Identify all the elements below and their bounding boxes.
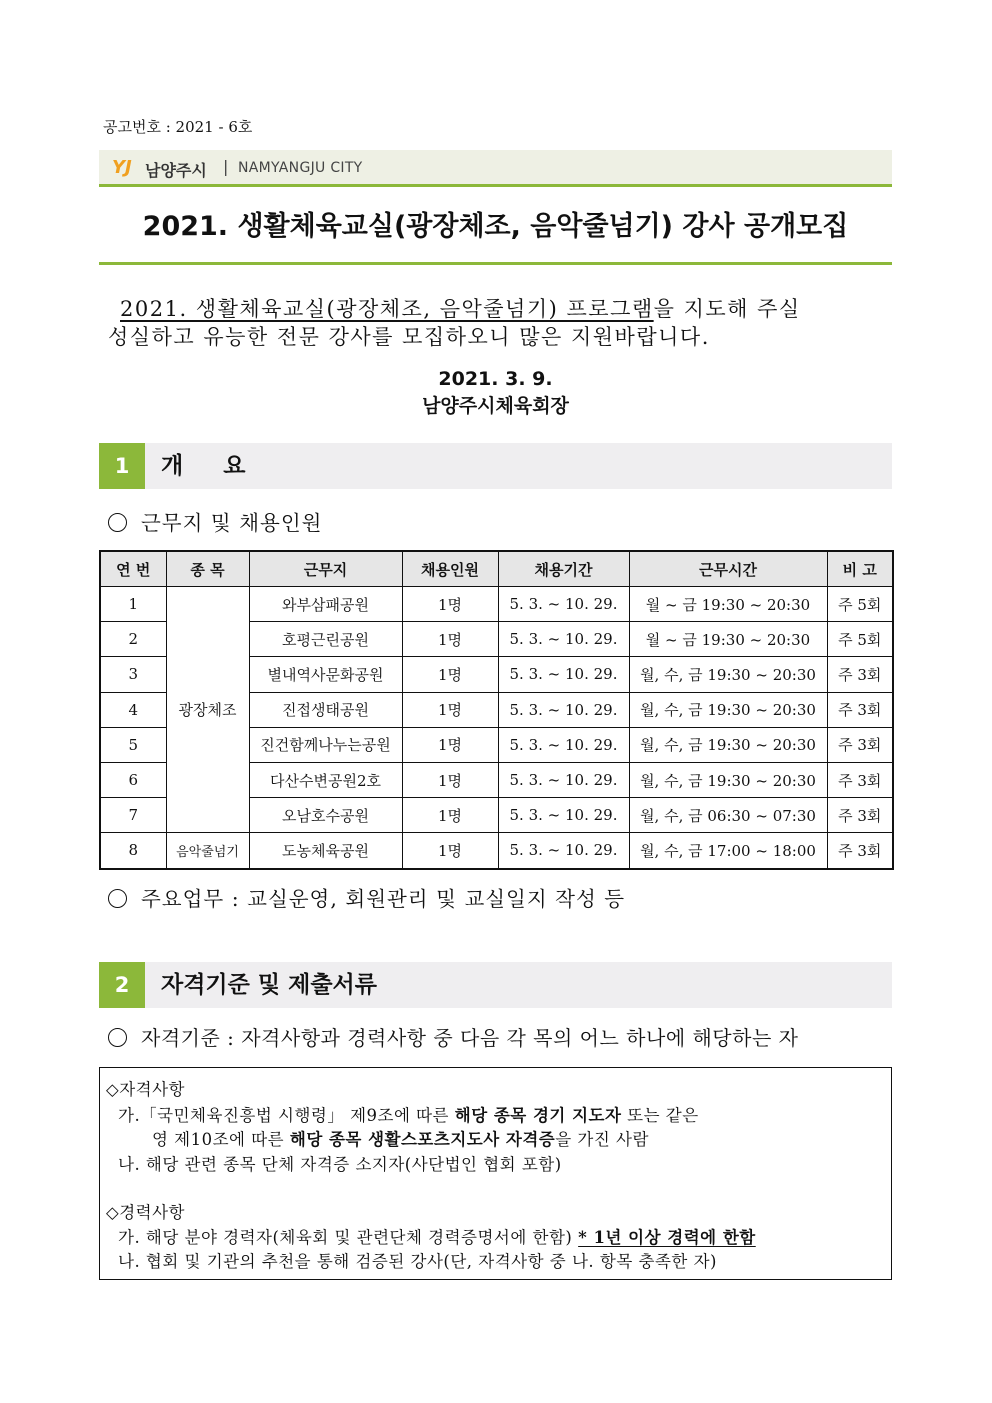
career-item-b: 나. 협회 및 기관의 추천을 통해 검증된 강사(단, 자격사항 중 나. 항목 충족한 자) [118,1252,717,1271]
row-time: 월, 수, 금 19:30 ~ 20:30 [629,657,827,692]
row-place: 도농체육공원 [249,833,402,869]
qual-a-text-4: 을 가진 사람 [555,1130,649,1149]
section-2-title: 자격기준 및 제출서류 [161,972,377,998]
row-period: 5. 3. ~ 10. 29. [498,727,629,762]
row-count: 1명 [402,833,498,869]
notice-number: 공고번호 : 2021 - 6호 [103,118,253,136]
qual-a-text-2: 또는 같은 [621,1106,699,1125]
section-2-number: 2 [99,962,145,1008]
header-no: 연 번 [100,551,166,587]
row-period: 5. 3. ~ 10. 29. [498,657,629,692]
row-note: 주 3회 [827,727,893,762]
announcing-organization: 남양주시체육회장 [422,395,569,417]
section-1-header [99,443,892,489]
intro-line-1 [120,293,801,323]
circle-bullet-icon [108,889,127,908]
row-no: 3 [100,657,166,692]
circle-bullet-icon [108,513,127,532]
section-1-number: 1 [99,443,145,489]
row-place: 호평근린공원 [249,622,402,657]
qualification-box [99,1067,892,1280]
row-no: 5 [100,727,166,762]
row-place: 다산수변공원2호 [249,762,402,797]
row-period: 5. 3. ~ 10. 29. [498,798,629,833]
row-no: 2 [100,622,166,657]
header-period: 채용기간 [498,551,629,587]
row-count: 1명 [402,692,498,727]
announcement-date: 2021. 3. 9. [438,368,553,390]
document-title: 2021. 생활체육교실(광장체조, 음악줄넘기) 강사 공개모집 [142,211,849,242]
row-note: 주 3회 [827,657,893,692]
row-no: 1 [100,587,166,622]
career-a-bold: * 1년 이상 경력에 한함 [578,1228,756,1247]
header-time: 근무시간 [629,551,827,587]
row-time: 월, 수, 금 19:30 ~ 20:30 [629,692,827,727]
row-note: 주 3회 [827,833,893,869]
row-note: 주 3회 [827,692,893,727]
qual-a-text-1: 가.「국민체육진흥법 시행령」 제9조에 따른 [118,1106,455,1125]
bullet-qualification-text: 자격기준 : 자격사항과 경력사항 중 다음 각 목의 어느 하나에 해당하는 자 [141,1026,799,1050]
header-note: 비 고 [827,551,893,587]
row-count: 1명 [402,587,498,622]
row-note: 주 3회 [827,798,893,833]
intro-line-1-rest: 을 지도해 주실 [653,297,801,321]
row-time: 월 ~ 금 19:30 ~ 20:30 [629,587,827,622]
row-time: 월, 수, 금 19:30 ~ 20:30 [629,762,827,797]
header-place: 근무지 [249,551,402,587]
section-2-header [99,962,892,1008]
row-place: 와부삼패공원 [249,587,402,622]
row-no: 8 [100,833,166,869]
row-note: 주 5회 [827,622,893,657]
row-no: 4 [100,692,166,727]
career-item-a [118,1224,756,1248]
bullet-workplace [108,506,322,536]
row-place: 오남호수공원 [249,798,402,833]
table-row [100,587,893,622]
title-divider [99,262,892,265]
row-count: 1명 [402,727,498,762]
row-place: 진접생태공원 [249,692,402,727]
category-cell: 음악줄넘기 [166,833,249,869]
row-note: 주 3회 [827,762,893,797]
logo-separator: | [223,157,229,176]
city-name-en: NAMYANGJU CITY [238,160,363,176]
row-period: 5. 3. ~ 10. 29. [498,762,629,797]
row-count: 1명 [402,798,498,833]
category-cell: 광장체조 [166,587,249,833]
logo-bar-divider [99,184,892,187]
row-time: 월, 수, 금 19:30 ~ 20:30 [629,727,827,762]
row-count: 1명 [402,622,498,657]
row-time: 월, 수, 금 06:30 ~ 07:30 [629,798,827,833]
section-1-title: 개 요 [161,453,246,479]
row-no: 7 [100,798,166,833]
row-count: 1명 [402,657,498,692]
row-period: 5. 3. ~ 10. 29. [498,587,629,622]
city-name-kr: 남양주시 [145,161,207,180]
row-period: 5. 3. ~ 10. 29. [498,692,629,727]
qual-item-b: 나. 해당 관련 종목 단체 자격증 소지자(사단법인 협회 포함) [118,1155,562,1174]
bullet-main-duties [108,882,625,912]
row-place: 진건함께나누는공원 [249,727,402,762]
bullet-workplace-text: 근무지 및 채용인원 [141,511,323,535]
header-category: 종 목 [166,551,249,587]
circle-bullet-icon [108,1028,127,1047]
qual-a-bold-2: 해당 종목 생활스포츠지도사 자격증 [289,1130,556,1149]
qual-a-bold-1: 해당 종목 경기 지도자 [454,1106,622,1125]
qual-a-text-3: 영 제10조에 따른 [152,1130,290,1149]
row-place: 별내역사문화공원 [249,657,402,692]
row-period: 5. 3. ~ 10. 29. [498,833,629,869]
bullet-main-duties-text: 주요업무 : 교실운영, 회원관리 및 교실일지 작성 등 [141,887,626,911]
row-no: 6 [100,762,166,797]
career-heading: ◇경력사항 [106,1203,185,1222]
table-header-row [100,551,893,587]
row-time: 월 ~ 금 19:30 ~ 20:30 [629,622,827,657]
row-note: 주 5회 [827,587,893,622]
qual-item-a-line-1 [118,1102,699,1126]
table-row [100,833,893,869]
row-time: 월, 수, 금 17:00 ~ 18:00 [629,833,827,869]
row-count: 1명 [402,762,498,797]
intro-program-name: 2021. 생활체육교실(광장체조, 음악줄넘기) 프로그램 [120,297,654,321]
qual-item-a-line-2 [152,1126,649,1150]
row-period: 5. 3. ~ 10. 29. [498,622,629,657]
city-logo-icon: YJ [112,157,132,178]
bullet-qualification [108,1022,798,1051]
staffing-table [99,550,894,870]
career-a-text: 가. 해당 분야 경력자(체육회 및 관련단체 경력증명서에 한함) [118,1228,579,1247]
intro-line-2: 성실하고 유능한 전문 강사를 모집하오니 많은 지원바랍니다. [108,325,710,349]
logo-bar [99,150,892,184]
header-count: 채용인원 [402,551,498,587]
qual-heading: ◇자격사항 [106,1080,185,1099]
